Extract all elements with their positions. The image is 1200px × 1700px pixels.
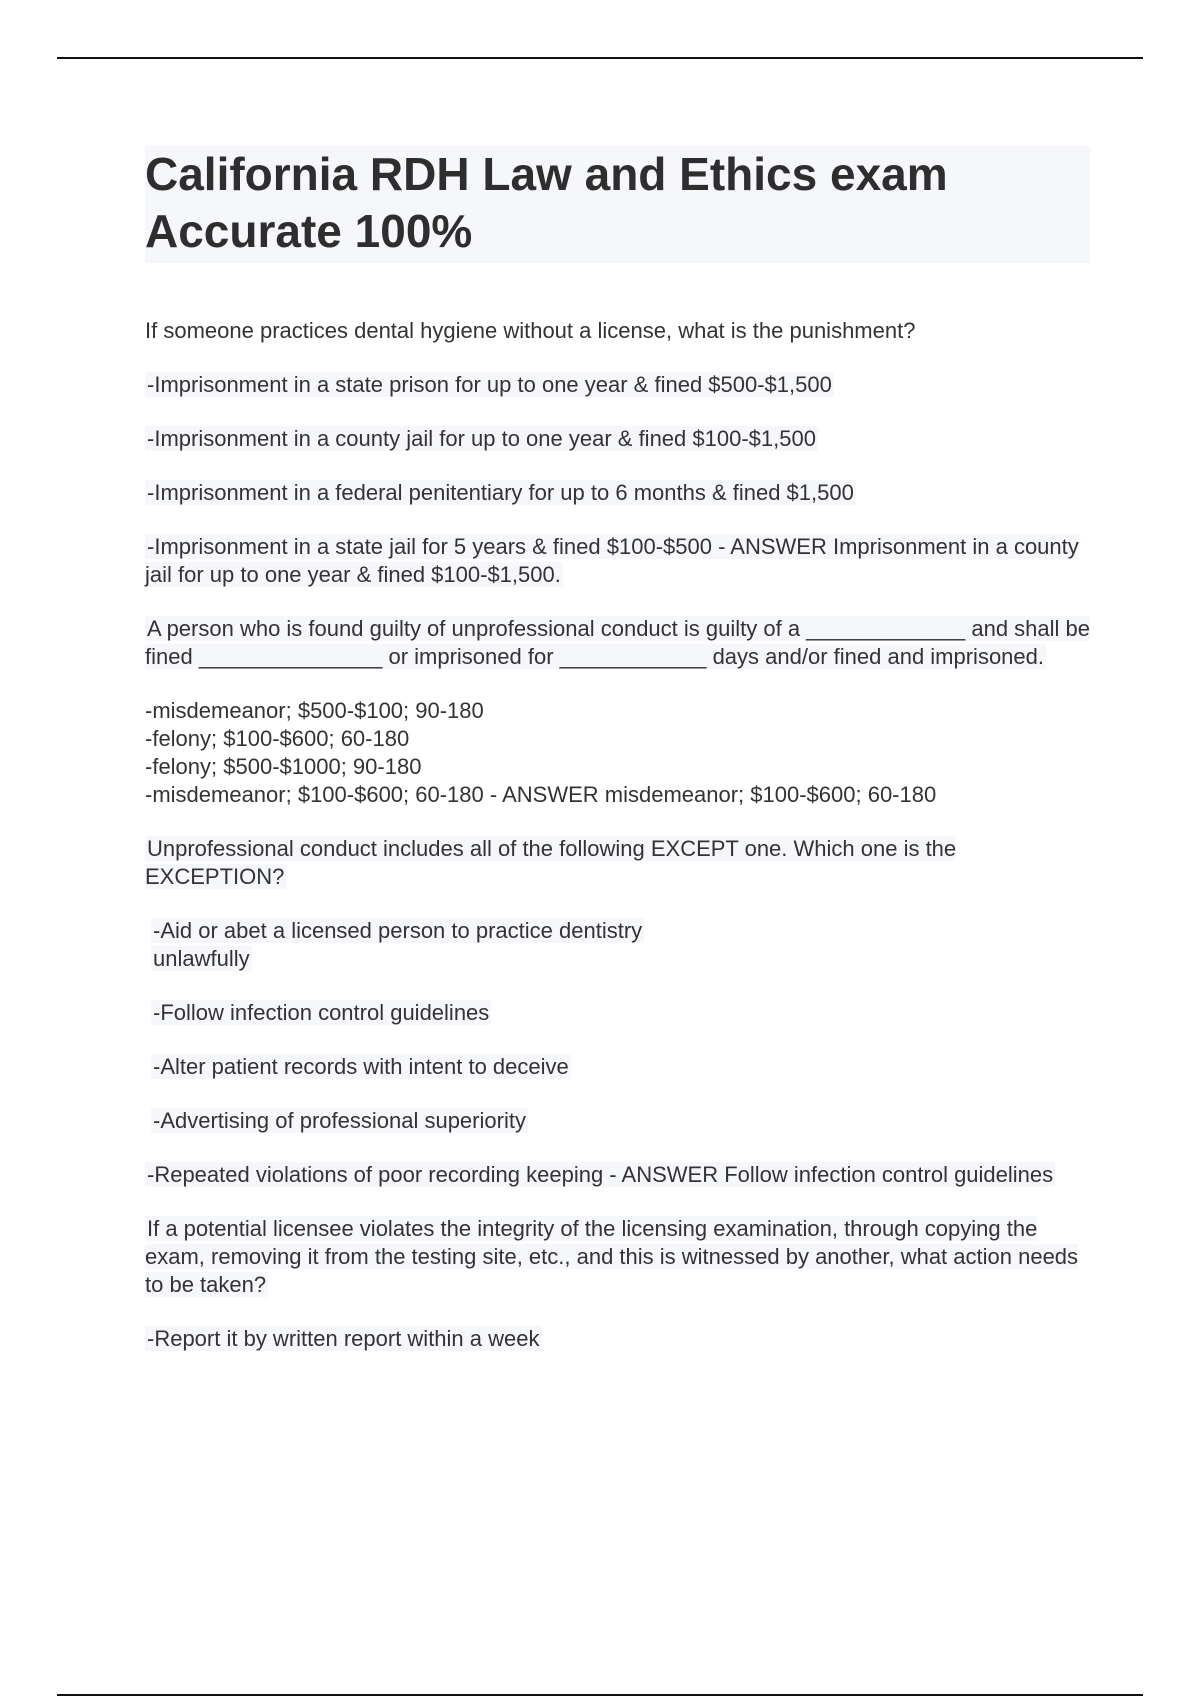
option-2c: -felony; $500-$1000; 90-180 (145, 754, 422, 779)
document-body (145, 146, 1090, 1379)
option-3a-line2: unlawfully (153, 946, 250, 971)
document-title (145, 146, 1090, 260)
option-3d: -Advertising of professional superiority (153, 1108, 526, 1133)
option-1c: -Imprisonment in a federal penitentiary for up to 6 months & fined $1,500 (147, 480, 854, 505)
option-1d-answer: -Imprisonment in a state jail for 5 years & fined $100-$500 - ANSWER Imprisonment in a county jail for up to one year & fined $100-$1,500. (145, 534, 1079, 587)
title-line-1: California RDH Law and Ethics exam (145, 148, 948, 200)
question-4: If a potential licensee violates the integrity of the licensing examination, through copying the exam, removing it from the testing site, etc., and this is witnessed by another, what action needs to be taken? (145, 1216, 1079, 1297)
top-rule (57, 57, 1143, 59)
option-3a (145, 917, 1090, 973)
option-2a: -misdemeanor; $500-$100; 90-180 (145, 698, 484, 723)
question-1: If someone practices dental hygiene without a license, what is the punishment? (145, 318, 916, 343)
option-2b: -felony; $100-$600; 60-180 (145, 726, 410, 751)
option-1b: -Imprisonment in a county jail for up to one year & fined $100-$1,500 (147, 426, 816, 451)
options-block-2 (145, 697, 1090, 809)
option-3b: -Follow infection control guidelines (153, 1000, 490, 1025)
option-1a: -Imprisonment in a state prison for up to one year & fined $500-$1,500 (147, 372, 832, 397)
question-3: Unprofessional conduct includes all of the following EXCEPT one. Which one is the EXCEPTION? (145, 836, 957, 889)
title-block (145, 146, 1090, 263)
option-3a-line1: -Aid or abet a licensed person to practice dentistry (153, 918, 643, 943)
title-line-2: Accurate 100% (145, 205, 473, 257)
option-2d-answer: -misdemeanor; $100-$600; 60-180 - ANSWER misdemeanor; $100-$600; 60-180 (145, 782, 937, 807)
question-2: A person who is found guilty of unprofessional conduct is guilty of a _____________ and shall be fined _______________ or imprisoned for ____________ days and/or fined and imprisoned. (145, 616, 1090, 669)
option-3c: -Alter patient records with intent to deceive (153, 1054, 569, 1079)
bottom-rule (57, 1694, 1143, 1696)
option-3e-answer: -Repeated violations of poor recording keeping - ANSWER Follow infection control guidelines (147, 1162, 1054, 1187)
option-4a: -Report it by written report within a week (147, 1326, 540, 1351)
